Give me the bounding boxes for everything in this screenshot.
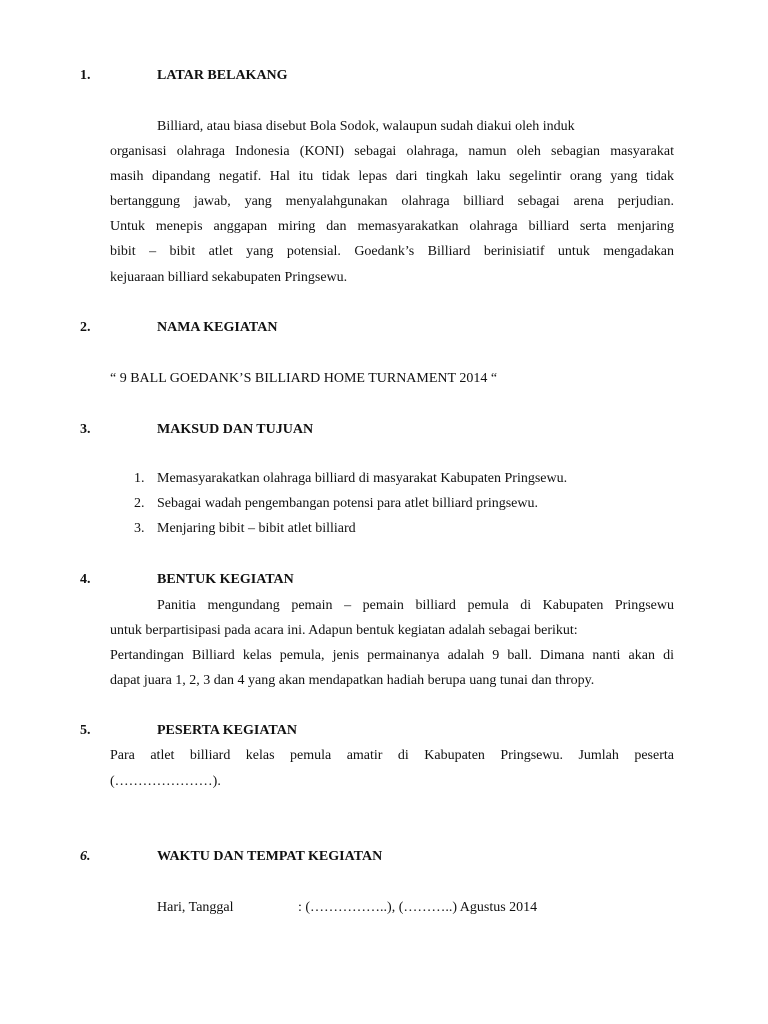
section-4-line-4: dapat juara 1, 2, 3 dan 4 yang akan mendapatkan hadiah berupa uang tunai dan thropy.: [110, 673, 595, 688]
section-4-number: 4.: [80, 572, 91, 587]
section-1-line-4: bertanggung jawab, yang menyalahgunakan olahraga billiard sebagai arena perjudian.: [110, 194, 674, 209]
list-item-1-text: Memasyarakatkan olahraga billiard di masyarakat Kabupaten Pringsewu.: [157, 471, 568, 486]
section-4-heading: BENTUK KEGIATAN: [157, 572, 294, 587]
section-6-heading: WAKTU DAN TEMPAT KEGIATAN: [157, 849, 383, 864]
list-item-3-number: 3.: [134, 521, 145, 536]
section-2-number: 2.: [80, 320, 91, 335]
section-2-heading: NAMA KEGIATAN: [157, 320, 278, 335]
section-1-line-2: organisasi olahraga Indonesia (KONI) sebagai olahraga, namun oleh sebagian masyarakat: [110, 144, 674, 159]
list-item-3-text: Menjaring bibit – bibit atlet billiard: [157, 521, 356, 536]
list-item-2-text: Sebagai wadah pengembangan potensi para atlet billiard pringsewu.: [157, 496, 538, 511]
section-1-line-6: bibit – bibit atlet yang potensial. Goedank’s Billiard berinisiatif untuk mengadakan: [110, 244, 674, 259]
list-item-1-number: 1.: [134, 471, 145, 486]
event-name: “ 9 BALL GOEDANK’S BILLIARD HOME TURNAMENT 2014 “: [110, 371, 498, 386]
section-5-line-2: (…………………).: [110, 774, 221, 789]
section-6-number: 6.: [80, 849, 91, 864]
section-4-line-2: untuk berpartisipasi pada acara ini. Adapun bentuk kegiatan adalah sebagai berikut:: [110, 623, 578, 638]
section-1-heading: LATAR BELAKANG: [157, 68, 288, 83]
section-4-line-3: Pertandingan Billiard kelas pemula, jenis permainanya adalah 9 ball. Dimana nanti akan di: [110, 648, 674, 663]
section-3-heading: MAKSUD DAN TUJUAN: [157, 422, 314, 437]
section-5-number: 5.: [80, 723, 91, 738]
date-value: : (……………..), (………..) Agustus 2014: [298, 900, 538, 915]
section-1-line-1: Billiard, atau biasa disebut Bola Sodok, walaupun sudah diakui oleh induk: [157, 119, 575, 134]
list-item-2-number: 2.: [134, 496, 145, 511]
section-1-line-3: masih dipandang negatif. Hal itu tidak lepas dari tingkah laku segelintir orang yang tidak: [110, 169, 674, 184]
section-4-line-1: Panitia mengundang pemain – pemain billiard pemula di Kabupaten Pringsewu: [157, 598, 674, 613]
section-5-heading: PESERTA KEGIATAN: [157, 723, 297, 738]
section-1-line-7: kejuaraan billiard sekabupaten Pringsewu.: [110, 270, 348, 285]
section-1-line-5: Untuk menepis anggapan miring dan memasyarakatkan olahraga billiard serta menjaring: [110, 219, 674, 234]
section-5-line-1: Para atlet billiard kelas pemula amatir di Kabupaten Pringsewu. Jumlah peserta: [110, 748, 674, 763]
date-label: Hari, Tanggal: [157, 900, 234, 915]
section-3-number: 3.: [80, 422, 91, 437]
section-1-number: 1.: [80, 68, 91, 83]
